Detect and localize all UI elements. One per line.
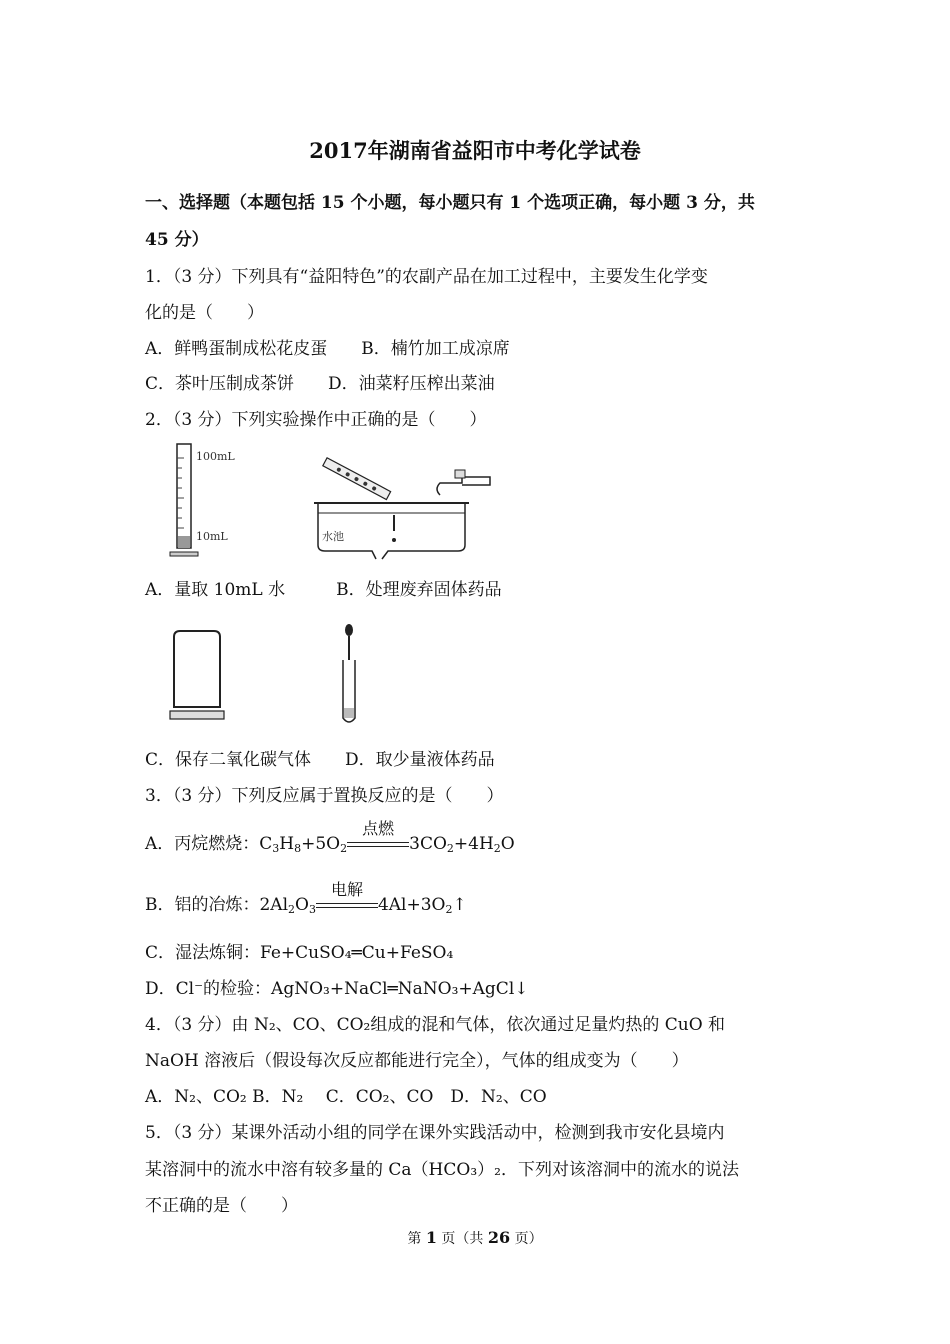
reaction-condition-sign [316,879,378,913]
q3-stem: 3．（3 分）下列反应属于置换反应的是（ ） [145,786,504,806]
page-title: 2017年湖南省益阳市中考化学试卷 [309,138,641,163]
cylinder-label-top: 100mL [196,450,235,463]
q2-options-cd: C．保存二氧化碳气体 D．取少量液体药品 [145,750,495,770]
reaction-condition-sign [347,818,409,852]
q3-option-c: C．湿法炼铜：Fe+CuSO₄═Cu+FeSO₄ [145,943,454,963]
q4-options: A．N₂、CO₂ B．N₂ C．CO₂、CO D．N₂、CO [145,1087,547,1107]
page-footer: 第 1 页（共 26 页） [407,1228,543,1247]
q3-option-b: B．铝的冶炼：$2Al_2O_3$ 电解 $4Al+3O_2↑$ [145,890,467,915]
q5-stem: 5．（3 分）某课外活动小组的同学在课外实践活动中，检测到我市安化县境内 [145,1123,725,1143]
sink-label: 水池 [322,530,344,543]
q3-option-d: D．Cl⁻的检验：AgNO₃+NaCl═NaNO₃+AgCl↓ [145,979,529,999]
q4-stem: 4．（3 分）由 N₂、CO、CO₂组成的混和气体，依次通过足量灼热的 CuO 和 [145,1015,726,1035]
section-heading-cont: 45 分） [145,230,209,250]
q4-stem-cont: NaOH 溶液后（假设每次反应都能进行完全），气体的组成变为（ ） [145,1051,689,1071]
q2-options-ab: A．量取 10mL 水 B．处理废弃固体药品 [145,580,502,600]
sink-figure [310,455,510,560]
dropper-test-tube-figure [330,620,370,730]
q2-stem: 2．（3 分）下列实验操作中正确的是（ ） [145,410,487,430]
q5-stem-cont: 某溶洞中的流水中溶有较多量的 Ca（HCO₃）₂．下列对该溶洞中的流水的说法 [145,1160,739,1180]
q3-option-a: A．丙烷燃烧：$C_3H_8+5O_2$ 点燃 $3CO_2+4H_2O$ [145,829,515,854]
condition-electrolysis: 电解 [330,879,363,899]
q5-stem-end: 不正确的是（ ） [145,1196,298,1216]
graduated-cylinder-figure [160,440,250,560]
q1-stem-cont: 化的是（ ） [145,303,264,323]
section-heading: 一、选择题（本题包括 15 个小题，每小题只有 1 个选项正确，每小题 3 分，共 [145,193,755,213]
page-number: 1 [425,1228,437,1247]
q1-stem: 1．（3 分）下列具有“益阳特色”的农副产品在加工过程中，主要发生化学变 [145,267,708,287]
q1-options-cd: C．茶叶压制成茶饼 D．油菜籽压榨出菜油 [145,374,495,394]
gas-jar-figure [162,625,232,725]
cylinder-label-bottom: 10mL [196,530,228,543]
condition-ignite: 点燃 [362,818,395,838]
page-total: 26 [487,1228,511,1247]
q1-options-ab: A．鲜鸭蛋制成松花皮蛋 B．楠竹加工成凉席 [145,339,510,359]
